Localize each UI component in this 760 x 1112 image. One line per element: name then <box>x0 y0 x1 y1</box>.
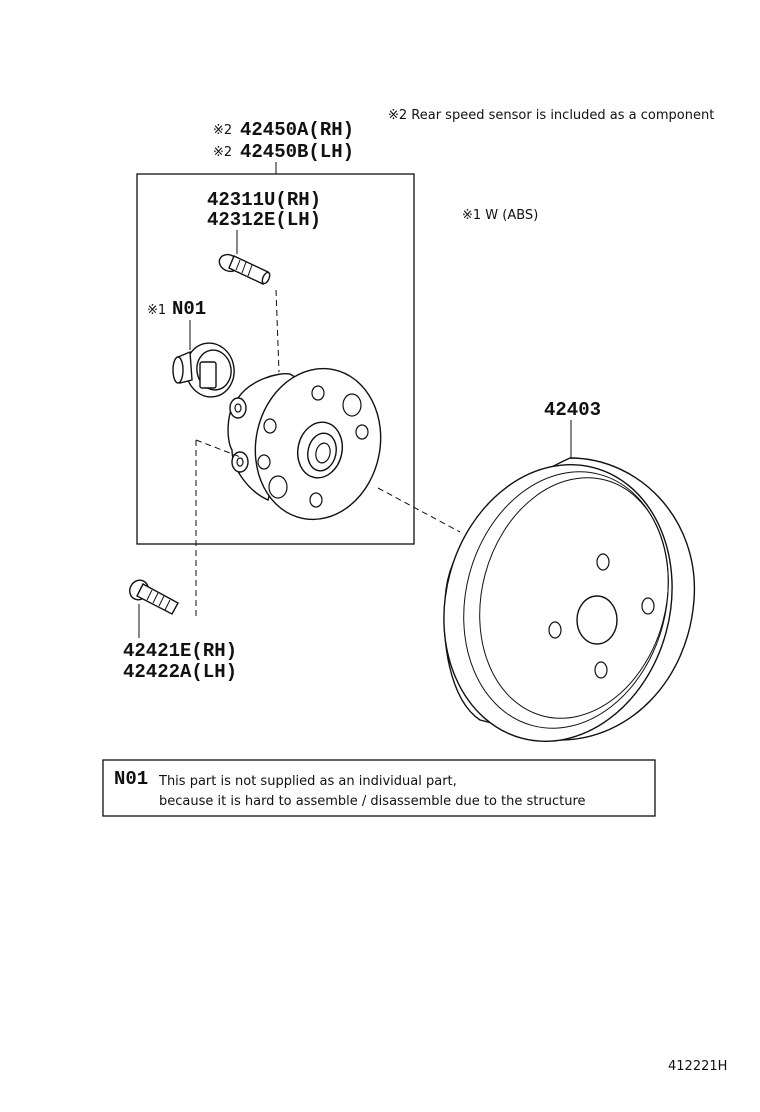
hub-assembly-label-lh[interactable]: 42450B(LH) <box>240 141 355 163</box>
mount-bolt-label-lh[interactable]: 42422A(LH) <box>123 661 238 683</box>
mount-bolt-drawing <box>126 577 178 614</box>
hub-bolt-label-lh[interactable]: 42312E(LH) <box>207 209 322 231</box>
drum-part-label[interactable]: 42403 <box>544 399 602 421</box>
note-box-code: N01 <box>114 768 149 790</box>
note-box-line1: This part is not supplied as an individual part, <box>159 774 457 789</box>
speed-sensor-drawing <box>173 339 238 401</box>
sensor-note: ※2 Rear speed sensor is included as a component <box>388 108 715 123</box>
note-box-line2: because it is hard to assemble / disassemble due to the structure <box>159 794 586 809</box>
hub-bolt-label-rh[interactable]: 42311U(RH) <box>207 189 322 211</box>
hub-assembly-mark-rh: ※2 <box>213 123 233 138</box>
sensor-code[interactable]: N01 <box>172 298 207 320</box>
brake-drum-drawing <box>414 439 703 767</box>
hub-bolt-drawing <box>217 252 272 285</box>
hub-bearing-drawing <box>228 357 394 531</box>
hub-assembly-mark-lh: ※2 <box>213 145 233 160</box>
mount-bolt-label-rh[interactable]: 42421E(RH) <box>123 640 238 662</box>
hub-assembly-label-rh[interactable]: 42450A(RH) <box>240 119 355 141</box>
figure-id: 412221H <box>668 1059 728 1074</box>
sensor-mark: ※1 <box>147 303 167 318</box>
hub-bolt-guide <box>276 290 279 372</box>
abs-note: ※1 W (ABS) <box>462 208 539 223</box>
drum-guide <box>378 488 460 532</box>
